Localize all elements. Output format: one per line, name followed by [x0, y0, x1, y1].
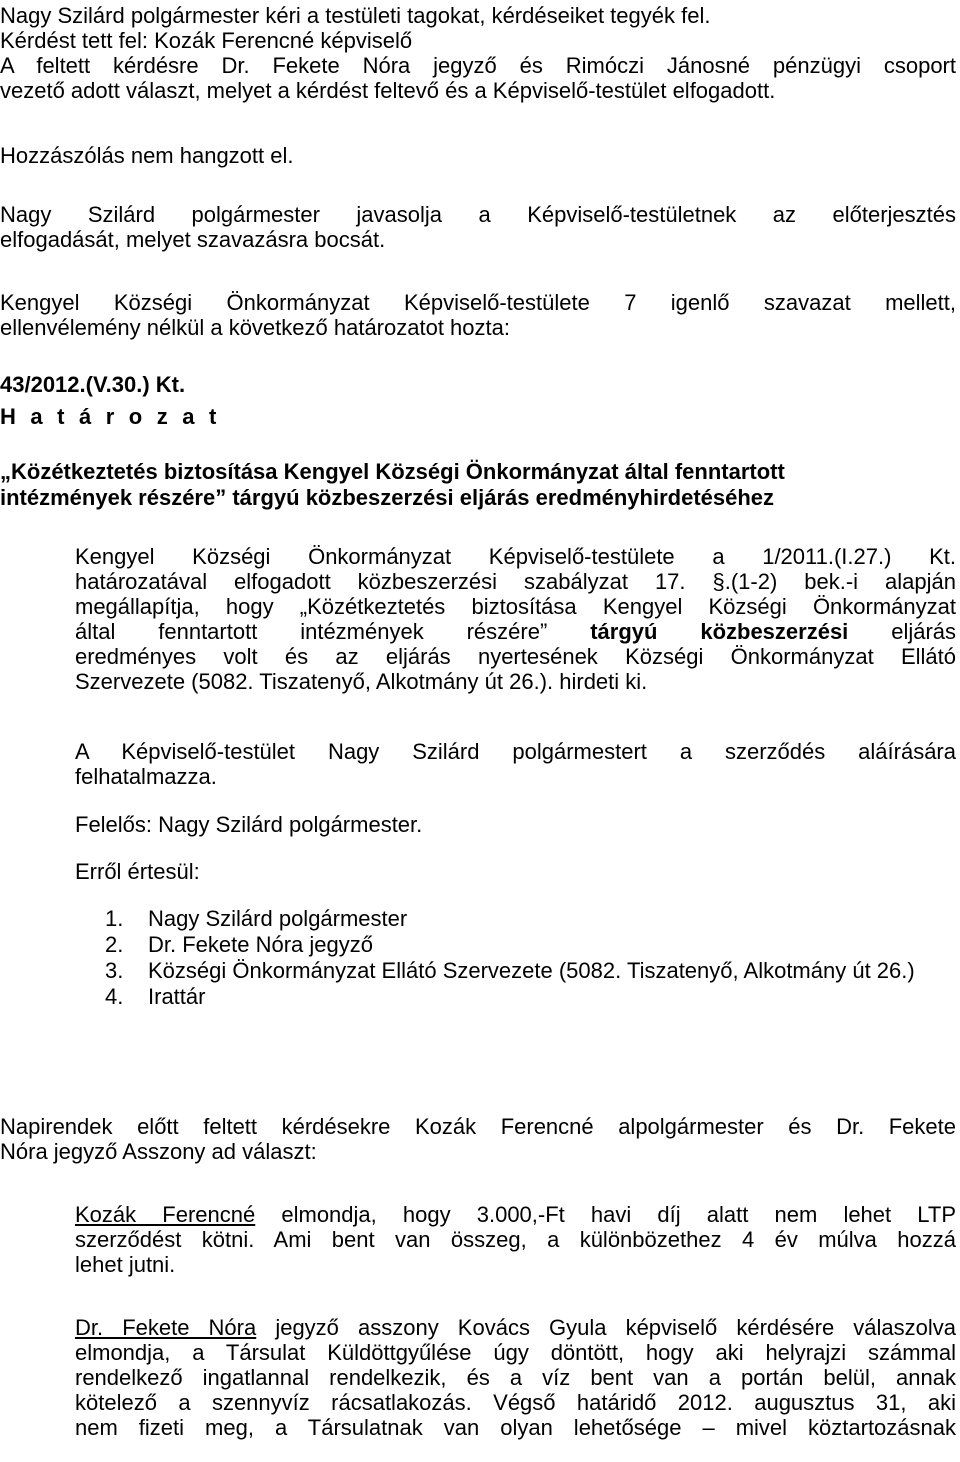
fekete-text: jegyző asszony Kovács Gyula képviselő kérdésére válaszolva — [275, 1315, 957, 1340]
agenda-line: Nóra jegyző Asszony ad választ: — [0, 1139, 317, 1164]
authorization-paragraph — [75, 739, 956, 789]
responsible-line — [75, 812, 956, 837]
proposal-line: elfogadását, melyet szavazásra bocsát. — [0, 227, 386, 252]
kozak-line: lehet jutni. — [75, 1252, 176, 1277]
authorization-line: felhatalmazza. — [75, 764, 217, 789]
resolution-body-line: határozatával elfogadott közbeszerzési szabályzat 17. §.(1-2) bek.-i alapján — [75, 569, 956, 594]
list-item-number: 3. — [105, 958, 124, 983]
no-comment-line: Hozzászólás nem hangzott el. — [0, 143, 294, 168]
resolution-body-line: Szervezete (5082. Tiszatenyő, Alkotmány út 26.). hirdeti ki. — [75, 669, 648, 694]
proposal-line: Nagy Szilárd polgármester javasolja a Képviselő-testületnek az előterjesztés — [0, 202, 956, 227]
kozak-line: szerződést kötni. Ami bent van összeg, a különbözethez 4 év múlva hozzá — [75, 1227, 956, 1252]
authorization-line: A Képviselő-testület Nagy Szilárd polgármestert a szerződés aláírására — [75, 739, 956, 764]
resolution-body-fragment: eljárás — [891, 619, 957, 644]
list-item — [75, 984, 955, 1010]
notified-label-text: Erről értesül: — [75, 859, 200, 884]
resolution-title-line: intézmények részére” tárgyú közbeszerzési eljárás eredményhirdetéséhez — [0, 485, 775, 510]
resolution-body-line: megállapítja, hogy „Közétkeztetés biztosítása Kengyel Községi Önkormányzat — [75, 594, 956, 619]
list-item-number: 4. — [105, 984, 124, 1009]
no-comment-text — [0, 143, 956, 168]
list-item-text: Községi Önkormányzat Ellátó Szervezete (5082. Tiszatenyő, Alkotmány út 26.) — [148, 958, 915, 983]
intro-line: vezető adott választ, melyet a kérdést feltevő és a Képviselő-testület elfogadott. — [0, 78, 776, 103]
fekete-line: kötelező a szennyvíz rácsatlakozás. Végső határidő 2012. augusztus 31, aki — [75, 1390, 956, 1415]
fekete-line: elmondja, a Társulat Küldöttgyűlése úgy döntött, hogy aki helyrajzi számmal — [75, 1340, 956, 1365]
vote-line: ellenvélemény nélkül a következő határozatot hozta: — [0, 315, 510, 340]
resolution-title-line: „Közétkeztetés biztosítása Kengyel Községi Önkormányzat által fenntartott — [0, 459, 785, 484]
list-item — [75, 906, 955, 932]
list-item-text: Nagy Szilárd polgármester — [148, 906, 408, 931]
intro-paragraph — [0, 3, 956, 103]
intro-line: Kérdést tett fel: Kozák Ferencné képviselő — [0, 28, 413, 53]
kozak-text: elmondja, hogy 3.000,-Ft havi díj alatt nem lehet LTP — [281, 1202, 956, 1227]
list-item-text: Dr. Fekete Nóra jegyző — [148, 932, 373, 957]
resolution-body-fragment: által fenntartott intézmények részére” — [75, 619, 548, 644]
proposal-paragraph — [0, 202, 956, 252]
responsible-text: Felelős: Nagy Szilárd polgármester. — [75, 812, 423, 837]
notified-label — [75, 859, 956, 884]
intro-line: Nagy Szilárd polgármester kéri a testületi tagokat, kérdéseiket tegyék fel. — [0, 3, 711, 28]
fekete-line — [75, 1315, 956, 1340]
resolution-body-line — [75, 619, 956, 644]
resolution-title — [0, 459, 956, 511]
resolution-number: 43/2012.(V.30.) Kt. — [0, 372, 186, 397]
kozak-line — [75, 1202, 956, 1227]
vote-line: Kengyel Községi Önkormányzat Képviselő-testülete 7 igenlő szavazat mellett, — [0, 290, 956, 315]
list-item — [75, 932, 955, 958]
fekete-paragraph — [75, 1315, 956, 1440]
kozak-paragraph — [75, 1202, 956, 1277]
intro-line: A feltett kérdésre Dr. Fekete Nóra jegyző és Rimóczi Jánosné pénzügyi csoport — [0, 53, 956, 78]
list-item-number: 1. — [105, 906, 124, 931]
fekete-line: rendelkező ingatlannal rendelkezik, és a víz bent van a portán belül, annak — [75, 1365, 956, 1390]
speaker-name: Kozák Ferencné — [75, 1202, 256, 1227]
resolution-body — [75, 544, 956, 694]
agenda-line: Napirendek előtt feltett kérdésekre Kozák Ferencné alpolgármester és Dr. Fekete — [0, 1114, 956, 1139]
list-item-text: Irattár — [148, 984, 206, 1009]
resolution-body-bold: tárgyú közbeszerzési — [590, 619, 849, 644]
list-item — [75, 958, 955, 984]
vote-paragraph — [0, 290, 956, 340]
list-item-number: 2. — [105, 932, 124, 957]
resolution-body-line: eredményes volt és az eljárás nyertesének Községi Önkormányzat Ellátó — [75, 644, 956, 669]
agenda-paragraph — [0, 1114, 956, 1164]
speaker-name: Dr. Fekete Nóra — [75, 1315, 257, 1340]
resolution-body-line: Kengyel Községi Önkormányzat Képviselő-testülete a 1/2011.(I.27.) Kt. — [75, 544, 956, 569]
recipient-list — [75, 906, 955, 1010]
fekete-line: nem fizeti meg, a Társulatnak van olyan lehetősége – mivel köztartozásnak — [75, 1415, 956, 1440]
resolution-label: H a t á r o z a t — [0, 404, 221, 429]
